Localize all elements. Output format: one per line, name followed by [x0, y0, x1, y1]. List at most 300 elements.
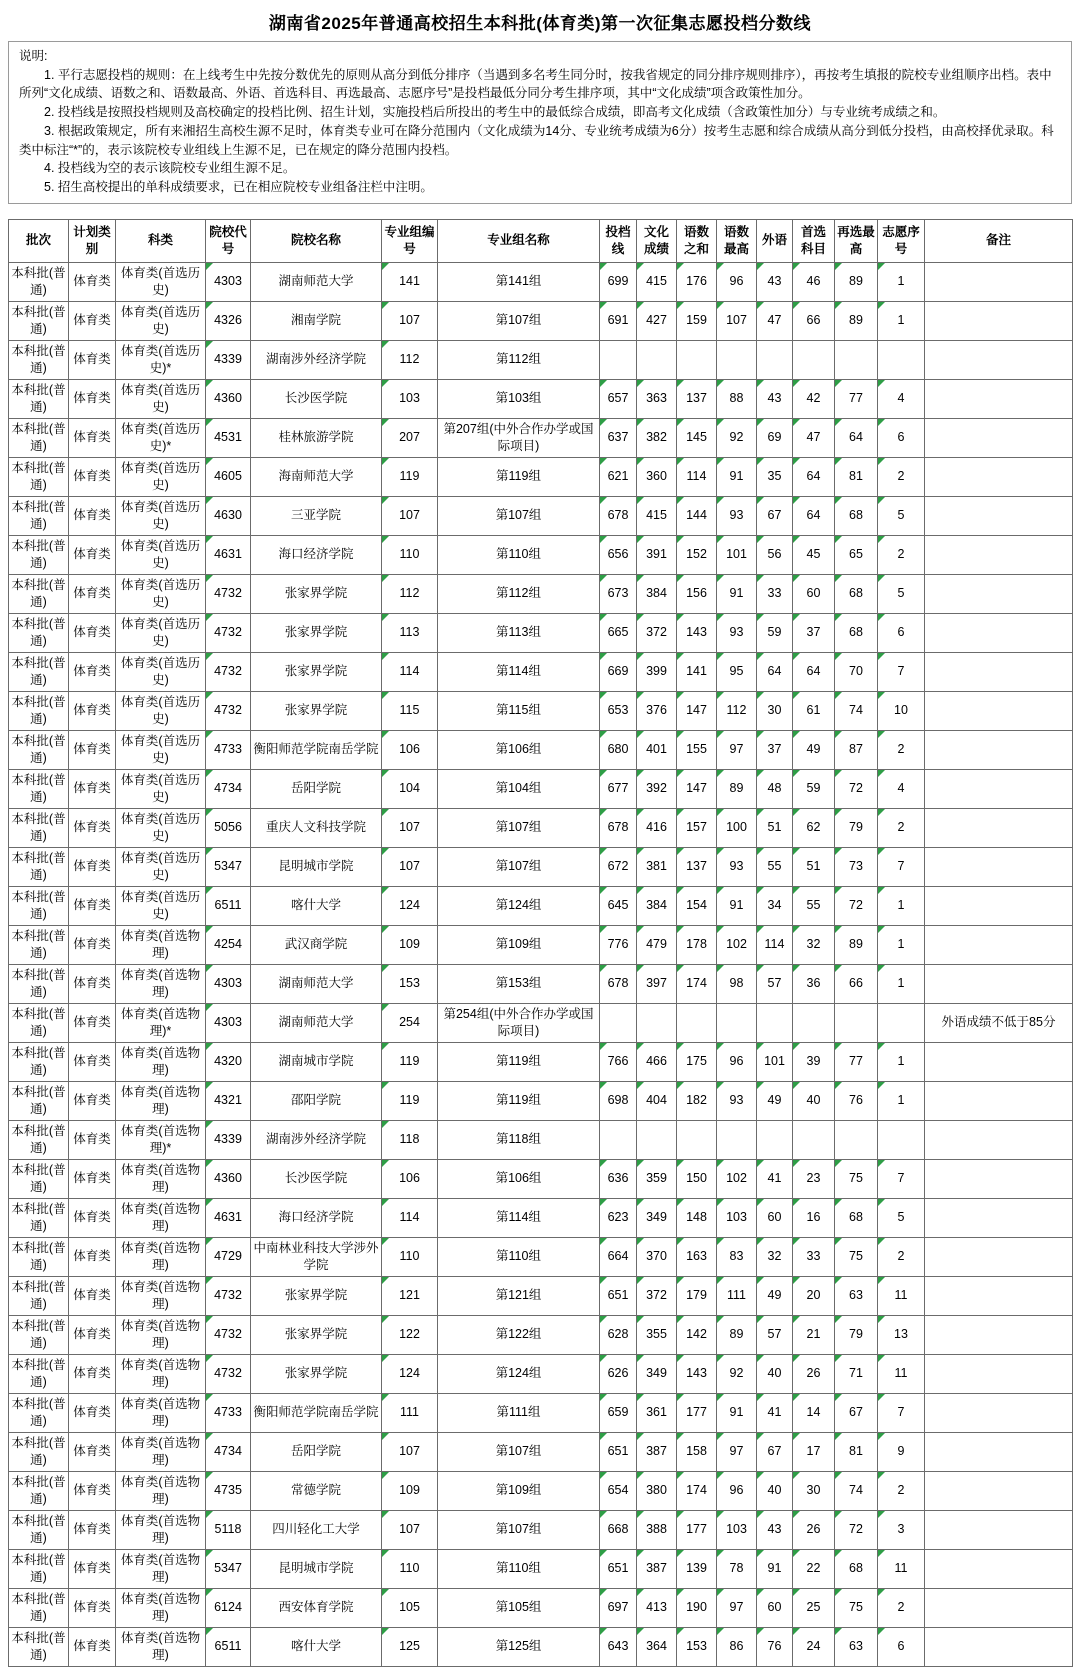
table-row [9, 262, 1073, 301]
cell-plan-category: 体育类 [69, 574, 116, 613]
cell-batch: 本科批(普通) [9, 1510, 69, 1549]
cell-subject-category: 体育类(首选物理) [116, 1510, 206, 1549]
cell-foreign-language: 57 [757, 964, 793, 1003]
cell-chinese-math-sum [677, 340, 717, 379]
cell-group-number: 110 [382, 1237, 438, 1276]
column-header-group-number: 专业组编号 [382, 219, 438, 262]
cell-chinese-math-max: 86 [717, 1627, 757, 1666]
cell-first-subject: 30 [793, 1471, 835, 1510]
cell-chinese-math-sum: 137 [677, 379, 717, 418]
cell-college-code: 4254 [206, 925, 251, 964]
cell-batch: 本科批(普通) [9, 1393, 69, 1432]
cell-volunteer-number: 2 [878, 808, 925, 847]
cell-culture-score: 415 [637, 262, 677, 301]
cell-culture-score: 360 [637, 457, 677, 496]
cell-volunteer-number: 7 [878, 847, 925, 886]
cell-remark [925, 1432, 1073, 1471]
cell-college-code: 4303 [206, 964, 251, 1003]
cell-chinese-math-sum: 174 [677, 1471, 717, 1510]
cell-group-name: 第121组 [438, 1276, 600, 1315]
cell-chinese-math-sum: 150 [677, 1159, 717, 1198]
cell-group-name: 第114组 [438, 652, 600, 691]
cell-college-code: 4360 [206, 1159, 251, 1198]
cell-group-number: 153 [382, 964, 438, 1003]
cell-group-number: 124 [382, 886, 438, 925]
cell-college-name: 喀什大学 [251, 1627, 382, 1666]
cell-plan-category: 体育类 [69, 457, 116, 496]
cell-group-name: 第111组 [438, 1393, 600, 1432]
cell-remark [925, 496, 1073, 535]
cell-remark [925, 613, 1073, 652]
cell-college-code: 4733 [206, 1393, 251, 1432]
cell-subject-category: 体育类(首选物理) [116, 1354, 206, 1393]
cell-volunteer-number: 2 [878, 1237, 925, 1276]
cell-subject-category: 体育类(首选物理) [116, 1159, 206, 1198]
column-header-plan-category: 计划类别 [69, 219, 116, 262]
cell-volunteer-number: 6 [878, 418, 925, 457]
cell-first-subject: 66 [793, 301, 835, 340]
cell-foreign-language: 41 [757, 1159, 793, 1198]
cell-first-subject: 33 [793, 1237, 835, 1276]
cell-foreign-language: 37 [757, 730, 793, 769]
column-header-subject-category: 科类 [116, 219, 206, 262]
table-row [9, 1432, 1073, 1471]
cell-plan-category: 体育类 [69, 1588, 116, 1627]
column-header-first-subject: 首选科目 [793, 219, 835, 262]
cell-plan-category: 体育类 [69, 1198, 116, 1237]
cell-subject-category: 体育类(首选历史) [116, 730, 206, 769]
cell-chinese-math-sum: 179 [677, 1276, 717, 1315]
note-item-2: 2. 投档线是按照投档规则及高校确定的投档比例、招生计划，实施投档后所投出的考生中的最低综合成绩，即高考文化成绩（含政策性加分）与专业统考成绩之和。 [44, 105, 946, 120]
cell-chinese-math-sum: 142 [677, 1315, 717, 1354]
cell-college-code: 4735 [206, 1471, 251, 1510]
cell-group-number: 112 [382, 574, 438, 613]
cell-plan-category: 体育类 [69, 1237, 116, 1276]
cell-culture-score: 404 [637, 1081, 677, 1120]
cell-reselect-max: 75 [835, 1588, 878, 1627]
cell-college-code: 4605 [206, 457, 251, 496]
cell-chinese-math-max: 93 [717, 1081, 757, 1120]
cell-plan-category: 体育类 [69, 1510, 116, 1549]
cell-batch: 本科批(普通) [9, 847, 69, 886]
cell-chinese-math-max: 102 [717, 1159, 757, 1198]
cell-chinese-math-max: 88 [717, 379, 757, 418]
table-row [9, 1627, 1073, 1666]
cell-college-code: 4732 [206, 1354, 251, 1393]
cell-subject-category: 体育类(首选历史) [116, 652, 206, 691]
cell-chinese-math-max [717, 1120, 757, 1159]
cell-plan-category: 体育类 [69, 1354, 116, 1393]
cell-admission-line: 678 [600, 808, 637, 847]
cell-college-code: 4320 [206, 1042, 251, 1081]
column-header-remark: 备注 [925, 219, 1073, 262]
cell-foreign-language: 40 [757, 1354, 793, 1393]
cell-foreign-language: 51 [757, 808, 793, 847]
cell-first-subject: 25 [793, 1588, 835, 1627]
cell-reselect-max [835, 340, 878, 379]
cell-first-subject: 16 [793, 1198, 835, 1237]
table-row [9, 1003, 1073, 1042]
cell-batch: 本科批(普通) [9, 769, 69, 808]
cell-foreign-language [757, 1120, 793, 1159]
cell-first-subject: 64 [793, 457, 835, 496]
cell-college-code: 5347 [206, 1549, 251, 1588]
cell-subject-category: 体育类(首选物理) [116, 925, 206, 964]
cell-culture-score: 392 [637, 769, 677, 808]
cell-college-code: 4732 [206, 1276, 251, 1315]
cell-chinese-math-sum: 144 [677, 496, 717, 535]
column-header-culture-score: 文化成绩 [637, 219, 677, 262]
cell-chinese-math-max: 93 [717, 613, 757, 652]
cell-first-subject: 46 [793, 262, 835, 301]
page-title: 湖南省2025年普通高校招生本科批(体育类)第一次征集志愿投档分数线 [268, 14, 812, 33]
cell-batch: 本科批(普通) [9, 808, 69, 847]
cell-subject-category: 体育类(首选历史) [116, 574, 206, 613]
cell-college-name: 张家界学院 [251, 691, 382, 730]
cell-foreign-language: 43 [757, 262, 793, 301]
column-header-college-name: 院校名称 [251, 219, 382, 262]
cell-reselect-max: 81 [835, 457, 878, 496]
cell-college-code: 4339 [206, 340, 251, 379]
cell-remark [925, 1081, 1073, 1120]
cell-chinese-math-max: 91 [717, 1393, 757, 1432]
scores-table [8, 219, 1073, 1667]
cell-plan-category: 体育类 [69, 691, 116, 730]
cell-foreign-language: 47 [757, 301, 793, 340]
cell-batch: 本科批(普通) [9, 613, 69, 652]
cell-chinese-math-max: 101 [717, 535, 757, 574]
table-row [9, 1471, 1073, 1510]
cell-reselect-max: 75 [835, 1159, 878, 1198]
cell-reselect-max: 75 [835, 1237, 878, 1276]
cell-culture-score: 364 [637, 1627, 677, 1666]
cell-culture-score: 416 [637, 808, 677, 847]
cell-chinese-math-sum [677, 1003, 717, 1042]
cell-admission-line: 664 [600, 1237, 637, 1276]
cell-remark [925, 1315, 1073, 1354]
table-row [9, 964, 1073, 1003]
cell-volunteer-number: 7 [878, 1393, 925, 1432]
cell-chinese-math-max: 103 [717, 1198, 757, 1237]
cell-admission-line: 691 [600, 301, 637, 340]
cell-remark [925, 1276, 1073, 1315]
cell-culture-score: 376 [637, 691, 677, 730]
cell-college-name: 湖南师范大学 [251, 1003, 382, 1042]
cell-group-number: 119 [382, 1042, 438, 1081]
cell-chinese-math-sum: 176 [677, 262, 717, 301]
cell-volunteer-number: 2 [878, 535, 925, 574]
cell-chinese-math-sum: 145 [677, 418, 717, 457]
cell-chinese-math-sum: 147 [677, 769, 717, 808]
cell-group-number: 119 [382, 457, 438, 496]
cell-subject-category: 体育类(首选历史) [116, 613, 206, 652]
cell-culture-score: 382 [637, 418, 677, 457]
cell-first-subject: 55 [793, 886, 835, 925]
cell-chinese-math-sum: 152 [677, 535, 717, 574]
cell-admission-line: 668 [600, 1510, 637, 1549]
note-item-5: 5. 招生高校提出的单科成绩要求，已在相应院校专业组备注栏中注明。 [44, 179, 433, 194]
cell-remark [925, 379, 1073, 418]
notes-label: 说明: [19, 49, 48, 63]
cell-subject-category: 体育类(首选历史)* [116, 340, 206, 379]
cell-plan-category: 体育类 [69, 808, 116, 847]
cell-reselect-max: 68 [835, 574, 878, 613]
cell-college-name: 桂林旅游学院 [251, 418, 382, 457]
cell-first-subject: 24 [793, 1627, 835, 1666]
cell-group-name: 第110组 [438, 1549, 600, 1588]
cell-group-number: 107 [382, 1510, 438, 1549]
cell-chinese-math-max: 89 [717, 769, 757, 808]
cell-chinese-math-sum: 177 [677, 1393, 717, 1432]
cell-subject-category: 体育类(首选历史) [116, 301, 206, 340]
cell-batch: 本科批(普通) [9, 1471, 69, 1510]
cell-college-code: 4531 [206, 418, 251, 457]
cell-batch: 本科批(普通) [9, 535, 69, 574]
table-row [9, 574, 1073, 613]
table-row [9, 730, 1073, 769]
cell-remark [925, 262, 1073, 301]
cell-group-number: 141 [382, 262, 438, 301]
cell-group-number: 125 [382, 1627, 438, 1666]
cell-chinese-math-sum: 182 [677, 1081, 717, 1120]
cell-group-name: 第103组 [438, 379, 600, 418]
cell-foreign-language: 49 [757, 1081, 793, 1120]
cell-college-name: 湘南学院 [251, 301, 382, 340]
cell-college-code: 4732 [206, 652, 251, 691]
cell-remark [925, 1354, 1073, 1393]
cell-chinese-math-max: 111 [717, 1276, 757, 1315]
cell-chinese-math-sum: 177 [677, 1510, 717, 1549]
cell-group-number: 106 [382, 730, 438, 769]
cell-first-subject: 39 [793, 1042, 835, 1081]
column-header-batch: 批次 [9, 219, 69, 262]
cell-first-subject: 47 [793, 418, 835, 457]
cell-batch: 本科批(普通) [9, 730, 69, 769]
cell-remark [925, 730, 1073, 769]
cell-first-subject: 22 [793, 1549, 835, 1588]
cell-subject-category: 体育类(首选物理) [116, 1627, 206, 1666]
cell-foreign-language: 34 [757, 886, 793, 925]
cell-foreign-language: 56 [757, 535, 793, 574]
cell-reselect-max: 89 [835, 262, 878, 301]
cell-group-name: 第118组 [438, 1120, 600, 1159]
cell-group-name: 第124组 [438, 1354, 600, 1393]
cell-remark [925, 1510, 1073, 1549]
cell-remark [925, 652, 1073, 691]
cell-reselect-max: 68 [835, 1198, 878, 1237]
cell-chinese-math-sum: 156 [677, 574, 717, 613]
cell-chinese-math-sum: 159 [677, 301, 717, 340]
cell-college-code: 5347 [206, 847, 251, 886]
cell-group-name: 第115组 [438, 691, 600, 730]
cell-admission-line [600, 1120, 637, 1159]
cell-chinese-math-sum: 153 [677, 1627, 717, 1666]
cell-chinese-math-max: 91 [717, 886, 757, 925]
cell-foreign-language: 55 [757, 847, 793, 886]
cell-culture-score: 370 [637, 1237, 677, 1276]
cell-admission-line: 697 [600, 1588, 637, 1627]
cell-college-name: 张家界学院 [251, 1354, 382, 1393]
cell-chinese-math-sum: 154 [677, 886, 717, 925]
column-header-admission-line: 投档线 [600, 219, 637, 262]
cell-plan-category: 体育类 [69, 1627, 116, 1666]
cell-culture-score: 359 [637, 1159, 677, 1198]
cell-foreign-language: 30 [757, 691, 793, 730]
cell-chinese-math-max: 95 [717, 652, 757, 691]
cell-batch: 本科批(普通) [9, 1432, 69, 1471]
cell-chinese-math-sum: 114 [677, 457, 717, 496]
cell-admission-line: 665 [600, 613, 637, 652]
cell-volunteer-number: 10 [878, 691, 925, 730]
cell-chinese-math-max: 78 [717, 1549, 757, 1588]
cell-foreign-language: 35 [757, 457, 793, 496]
cell-group-number: 254 [382, 1003, 438, 1042]
cell-group-name: 第106组 [438, 1159, 600, 1198]
cell-admission-line: 637 [600, 418, 637, 457]
cell-volunteer-number: 6 [878, 1627, 925, 1666]
cell-chinese-math-sum: 141 [677, 652, 717, 691]
cell-culture-score: 387 [637, 1432, 677, 1471]
cell-college-name: 湖南城市学院 [251, 1042, 382, 1081]
cell-subject-category: 体育类(首选历史) [116, 262, 206, 301]
cell-group-number: 124 [382, 1354, 438, 1393]
cell-plan-category: 体育类 [69, 1432, 116, 1471]
cell-admission-line: 698 [600, 1081, 637, 1120]
cell-first-subject [793, 340, 835, 379]
cell-foreign-language: 67 [757, 496, 793, 535]
cell-college-name: 湖南涉外经济学院 [251, 1120, 382, 1159]
cell-college-code: 4732 [206, 613, 251, 652]
cell-college-code: 6511 [206, 886, 251, 925]
cell-chinese-math-max: 93 [717, 847, 757, 886]
cell-group-number: 111 [382, 1393, 438, 1432]
cell-group-number: 115 [382, 691, 438, 730]
cell-reselect-max: 65 [835, 535, 878, 574]
cell-reselect-max: 72 [835, 1510, 878, 1549]
note-item-4: 4. 投档线为空的表示该院校专业组生源不足。 [44, 161, 296, 176]
cell-chinese-math-max: 100 [717, 808, 757, 847]
cell-remark [925, 808, 1073, 847]
cell-college-name: 海口经济学院 [251, 1198, 382, 1237]
cell-volunteer-number: 1 [878, 1081, 925, 1120]
cell-reselect-max: 81 [835, 1432, 878, 1471]
cell-foreign-language: 32 [757, 1237, 793, 1276]
cell-college-name: 张家界学院 [251, 1315, 382, 1354]
cell-chinese-math-sum [677, 1120, 717, 1159]
cell-group-number: 113 [382, 613, 438, 652]
cell-plan-category: 体育类 [69, 1003, 116, 1042]
cell-chinese-math-sum: 143 [677, 613, 717, 652]
cell-chinese-math-max: 107 [717, 301, 757, 340]
cell-college-name: 湖南师范大学 [251, 262, 382, 301]
table-row [9, 1354, 1073, 1393]
cell-batch: 本科批(普通) [9, 1003, 69, 1042]
cell-college-name: 岳阳学院 [251, 1432, 382, 1471]
cell-plan-category: 体育类 [69, 418, 116, 457]
cell-foreign-language: 114 [757, 925, 793, 964]
cell-college-name: 四川轻化工大学 [251, 1510, 382, 1549]
cell-first-subject: 49 [793, 730, 835, 769]
cell-college-code: 4734 [206, 769, 251, 808]
cell-subject-category: 体育类(首选历史) [116, 457, 206, 496]
cell-group-name: 第110组 [438, 535, 600, 574]
cell-foreign-language: 57 [757, 1315, 793, 1354]
cell-plan-category: 体育类 [69, 1159, 116, 1198]
cell-foreign-language: 64 [757, 652, 793, 691]
cell-college-name: 武汉商学院 [251, 925, 382, 964]
table-header-row [9, 219, 1073, 262]
table-row [9, 769, 1073, 808]
cell-chinese-math-sum: 155 [677, 730, 717, 769]
cell-culture-score: 397 [637, 964, 677, 1003]
cell-admission-line: 628 [600, 1315, 637, 1354]
cell-plan-category: 体育类 [69, 340, 116, 379]
cell-volunteer-number: 1 [878, 1042, 925, 1081]
cell-culture-score: 479 [637, 925, 677, 964]
cell-college-code: 4303 [206, 1003, 251, 1042]
table-row [9, 1393, 1073, 1432]
cell-group-name: 第107组 [438, 1432, 600, 1471]
cell-plan-category: 体育类 [69, 1081, 116, 1120]
cell-group-number: 122 [382, 1315, 438, 1354]
table-row [9, 1120, 1073, 1159]
cell-volunteer-number: 5 [878, 496, 925, 535]
cell-batch: 本科批(普通) [9, 1549, 69, 1588]
cell-volunteer-number: 4 [878, 379, 925, 418]
cell-chinese-math-sum: 157 [677, 808, 717, 847]
cell-admission-line: 678 [600, 964, 637, 1003]
cell-admission-line: 678 [600, 496, 637, 535]
cell-foreign-language: 76 [757, 1627, 793, 1666]
cell-first-subject: 59 [793, 769, 835, 808]
cell-college-code: 4630 [206, 496, 251, 535]
cell-first-subject: 61 [793, 691, 835, 730]
cell-college-name: 三亚学院 [251, 496, 382, 535]
cell-admission-line: 672 [600, 847, 637, 886]
cell-subject-category: 体育类(首选物理) [116, 1588, 206, 1627]
cell-remark [925, 457, 1073, 496]
cell-subject-category: 体育类(首选历史) [116, 886, 206, 925]
cell-college-name: 喀什大学 [251, 886, 382, 925]
cell-culture-score: 401 [637, 730, 677, 769]
column-header-chinese-math-sum: 语数之和 [677, 219, 717, 262]
cell-volunteer-number: 1 [878, 301, 925, 340]
table-row [9, 652, 1073, 691]
cell-college-name: 重庆人文科技学院 [251, 808, 382, 847]
cell-first-subject: 14 [793, 1393, 835, 1432]
cell-subject-category: 体育类(首选历史) [116, 691, 206, 730]
cell-reselect-max [835, 1120, 878, 1159]
column-header-college-code: 院校代号 [206, 219, 251, 262]
cell-chinese-math-sum: 175 [677, 1042, 717, 1081]
cell-group-name: 第254组(中外合作办学或国际项目) [438, 1003, 600, 1042]
cell-foreign-language [757, 1003, 793, 1042]
cell-group-name: 第104组 [438, 769, 600, 808]
cell-batch: 本科批(普通) [9, 457, 69, 496]
cell-reselect-max: 79 [835, 1315, 878, 1354]
cell-chinese-math-max: 103 [717, 1510, 757, 1549]
cell-chinese-math-sum: 147 [677, 691, 717, 730]
cell-subject-category: 体育类(首选物理) [116, 1042, 206, 1081]
cell-college-code: 6511 [206, 1627, 251, 1666]
cell-first-subject: 36 [793, 964, 835, 1003]
cell-plan-category: 体育类 [69, 1315, 116, 1354]
column-header-volunteer-number: 志愿序号 [878, 219, 925, 262]
cell-reselect-max: 67 [835, 1393, 878, 1432]
cell-remark [925, 1120, 1073, 1159]
cell-admission-line: 673 [600, 574, 637, 613]
note-item-3: 3. 根据政策规定，所有来湘招生高校生源不足时，体育类专业可在降分范围内（文化成绩为14分、专业统考成绩为6分）按考生志愿和综合成绩从高分到低分投档，由高校择优录取。科类中标注“*”的，表示该院校专业组线上生源不足，已在规定的降分范围内投档。 [19, 123, 1054, 157]
